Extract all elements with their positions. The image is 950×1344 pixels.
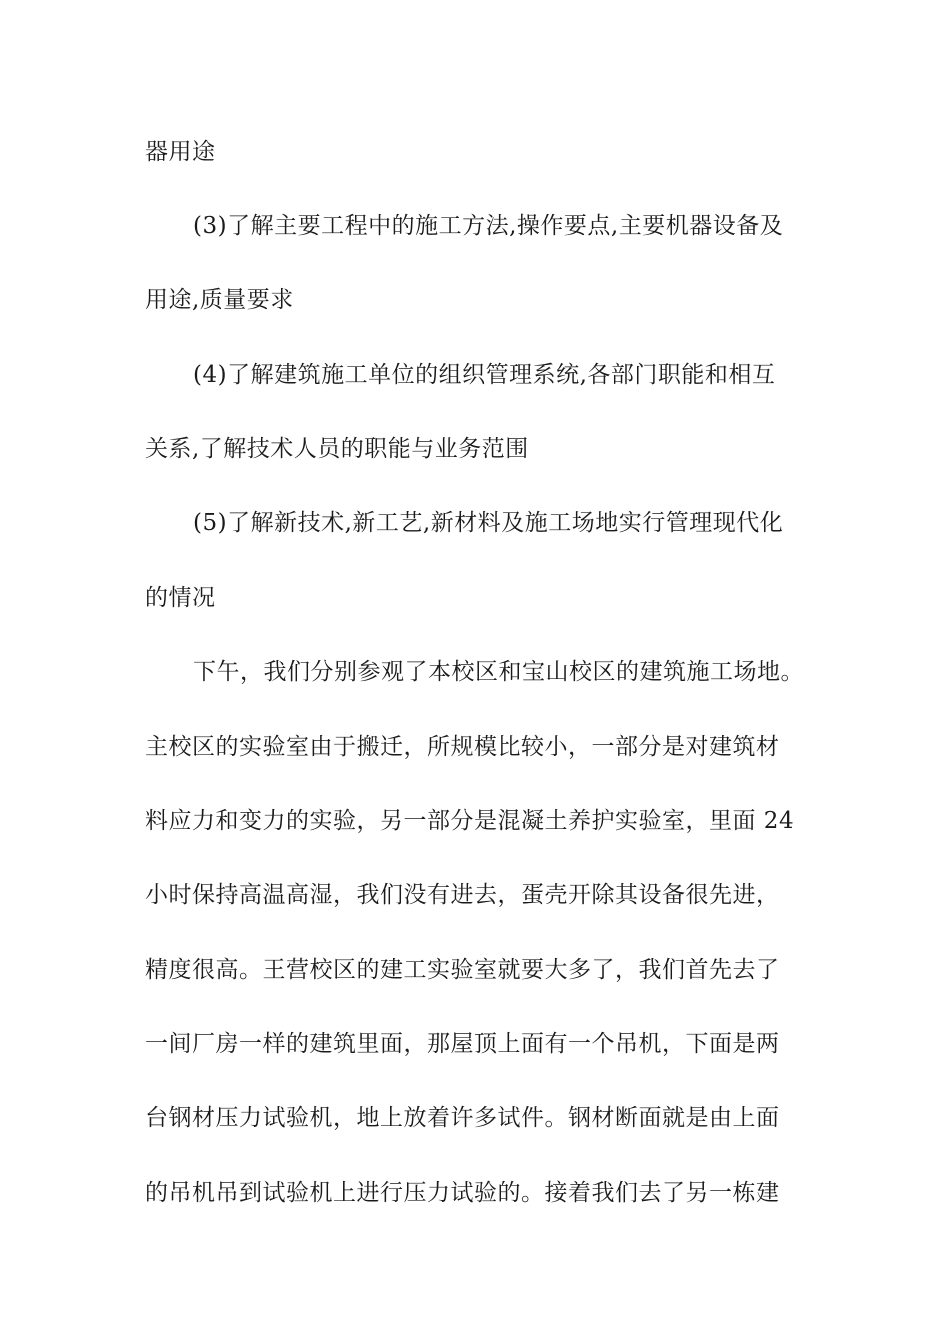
text-line: 小时保持高温高湿，我们没有进去，蛋壳开除其设备很先进， bbox=[145, 882, 780, 908]
text-line: 料应力和变力的实验，另一部分是混凝土养护实验室，里面 24 bbox=[145, 808, 795, 834]
paragraph-start: 下午，我们分别参观了本校区和宝山校区的建筑施工场地。 bbox=[193, 659, 804, 685]
text-line: 器用途 bbox=[145, 139, 216, 165]
list-item-3: (3)了解主要工程中的施工方法,操作要点,主要机器设备及 bbox=[193, 213, 784, 239]
text-line: 台钢材压力试验机，地上放着许多试件。钢材断面就是由上面 bbox=[145, 1105, 780, 1131]
text-line: 精度很高。王营校区的建工实验室就要大多了，我们首先去了 bbox=[145, 957, 780, 983]
text-line: 的情况 bbox=[145, 585, 216, 611]
text-line: 用途,质量要求 bbox=[145, 287, 294, 313]
list-item-4: (4)了解建筑施工单位的组织管理系统,各部门职能和相互 bbox=[193, 362, 776, 388]
text-line: 关系,了解技术人员的职能与业务范围 bbox=[145, 436, 529, 462]
list-item-5: (5)了解新技术,新工艺,新材料及施工场地实行管理现代化 bbox=[193, 510, 784, 536]
text-line: 的吊机吊到试验机上进行压力试验的。接着我们去了另一栋建 bbox=[145, 1180, 780, 1206]
text-line: 一间厂房一样的建筑里面，那屋顶上面有一个吊机，下面是两 bbox=[145, 1031, 780, 1057]
text-line: 主校区的实验室由于搬迁，所规模比较小，一部分是对建筑材 bbox=[145, 734, 780, 760]
